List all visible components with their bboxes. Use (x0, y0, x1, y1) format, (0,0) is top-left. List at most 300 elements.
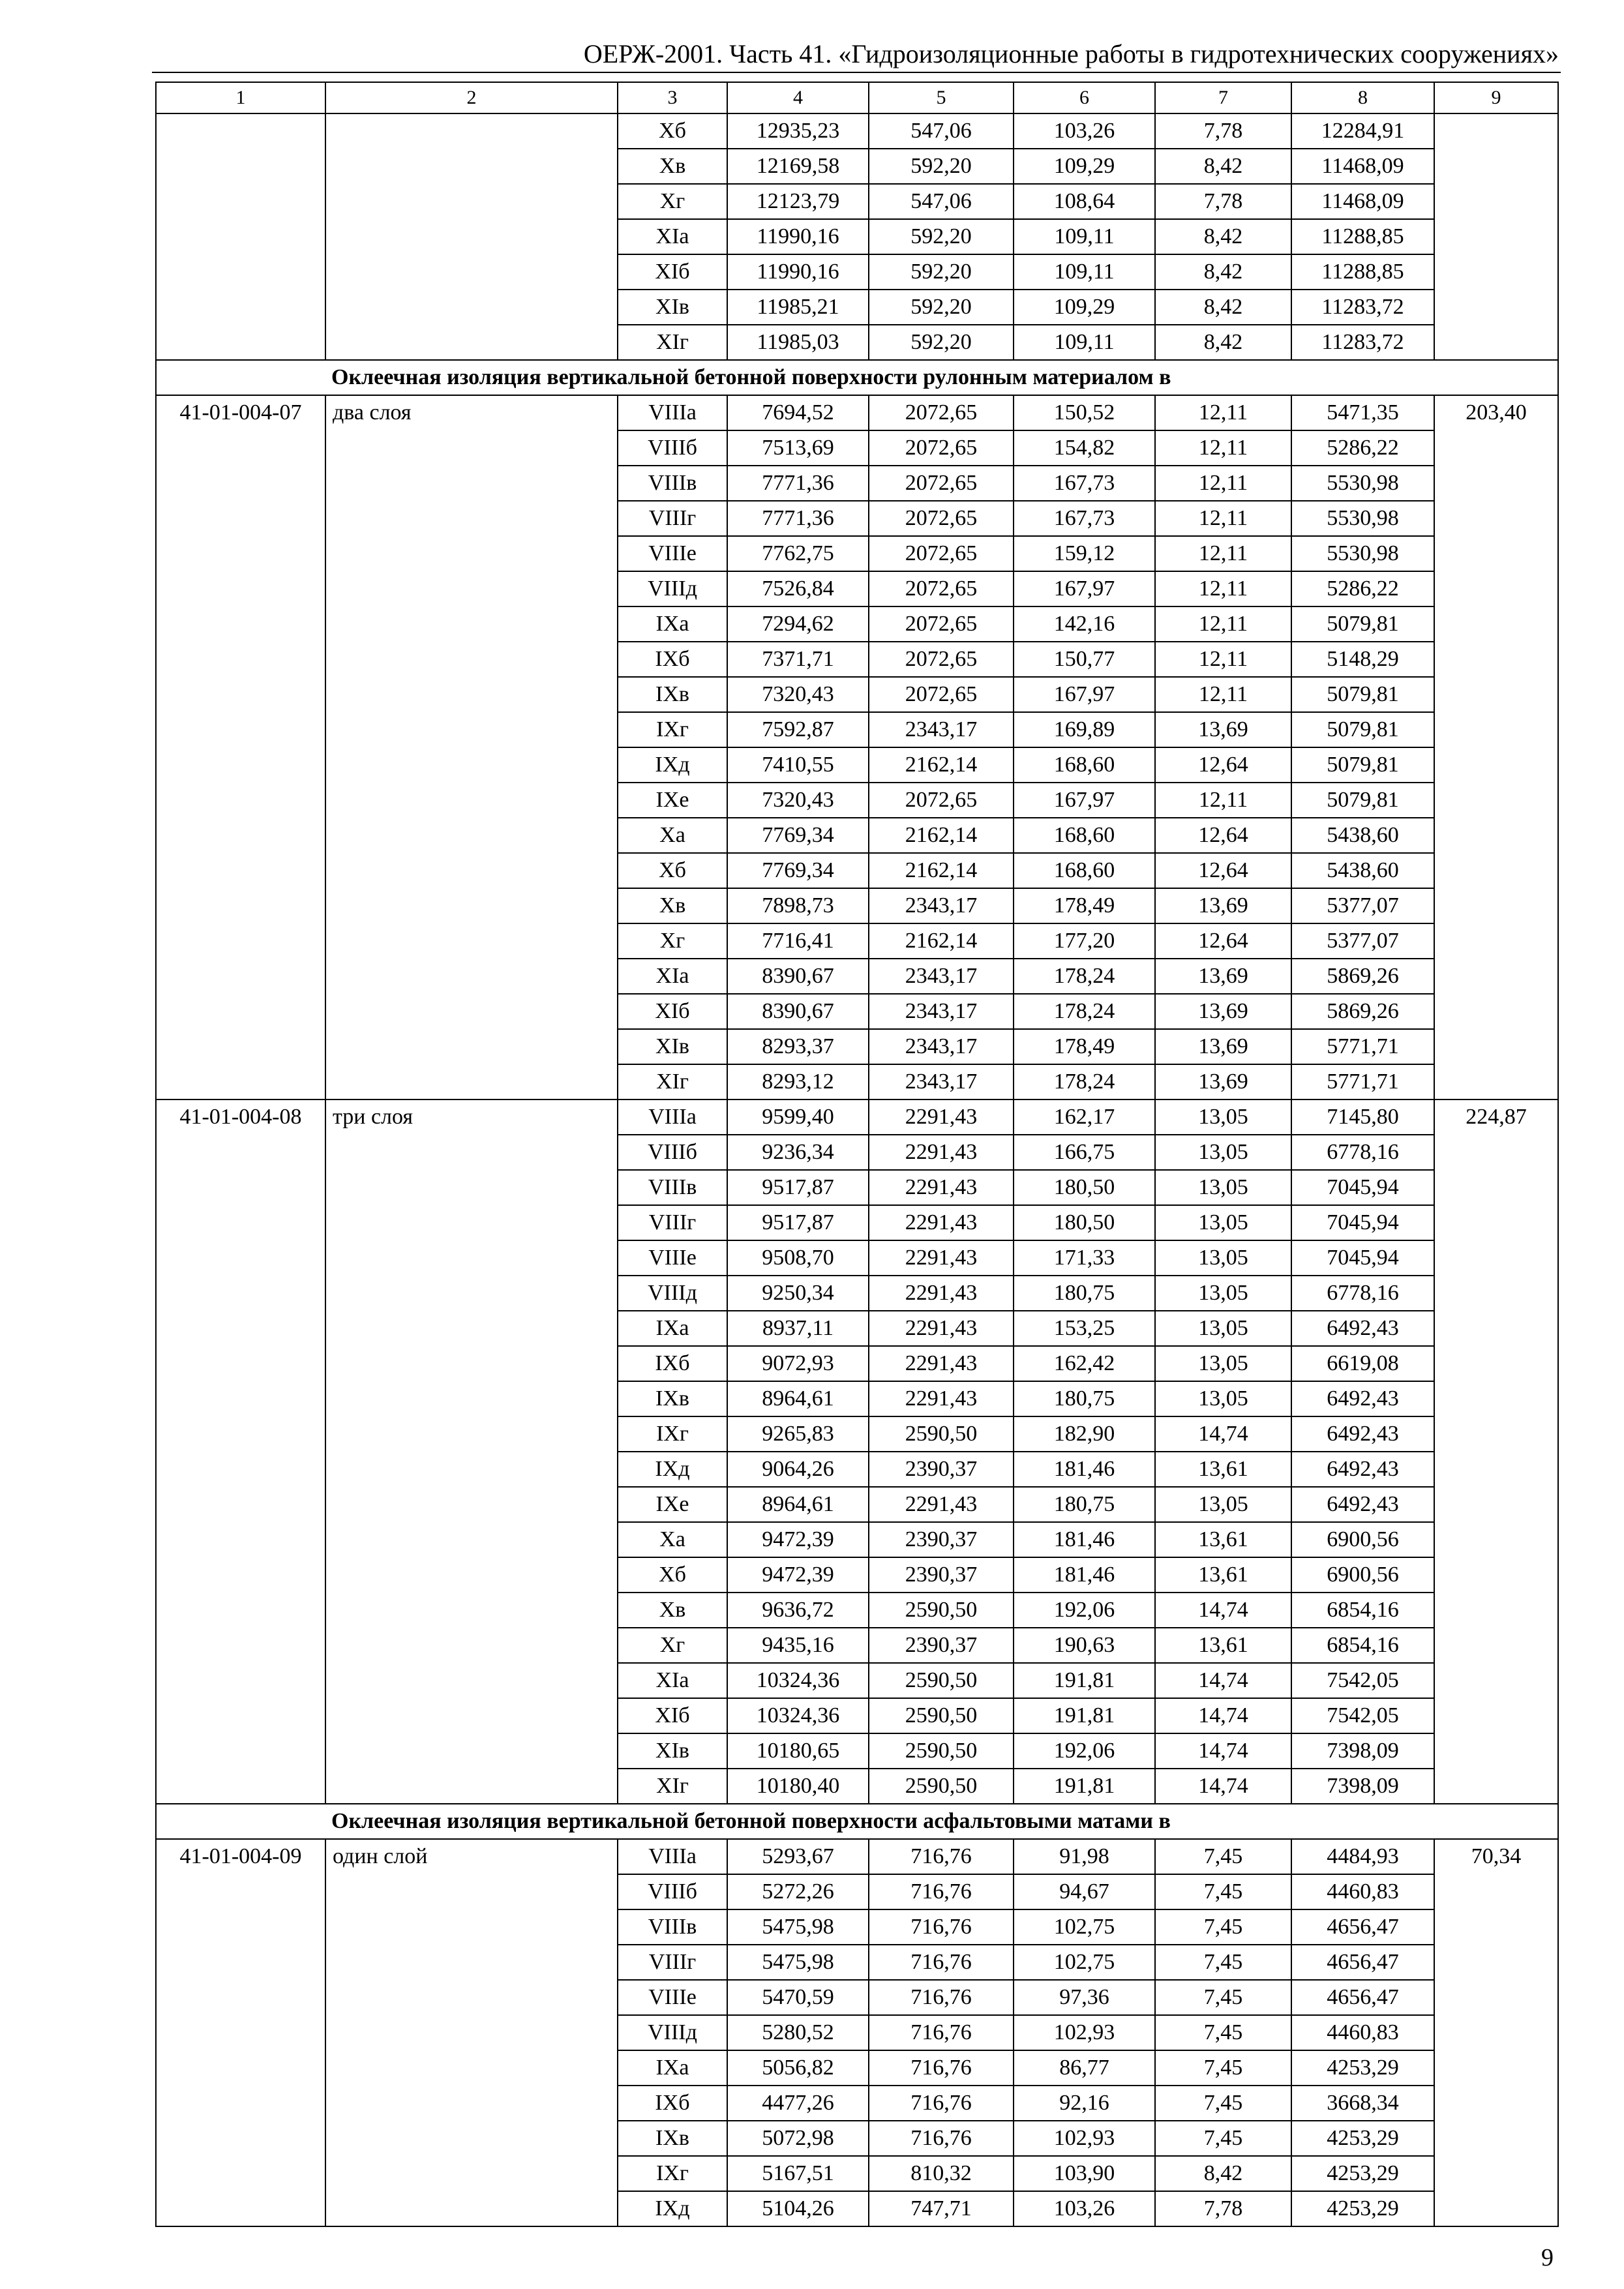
value-col4: 10324,36 (727, 1663, 869, 1698)
value-col5: 2072,65 (869, 536, 1014, 571)
zone-cell: XIа (618, 219, 727, 254)
zone-cell: VIIIд (618, 571, 727, 606)
value-col8: 5148,29 (1291, 642, 1434, 677)
value-col5: 592,20 (869, 290, 1014, 325)
column-number: 7 (1155, 82, 1291, 113)
rate-name-cell (325, 113, 618, 360)
value-col4: 5272,26 (727, 1874, 869, 1909)
value-col6: 180,75 (1014, 1487, 1155, 1522)
value-col4: 8390,67 (727, 994, 869, 1029)
value-col7: 13,61 (1155, 1628, 1291, 1663)
value-col8: 6778,16 (1291, 1135, 1434, 1170)
zone-cell: IXб (618, 642, 727, 677)
zone-cell: XIа (618, 1663, 727, 1698)
value-col4: 9636,72 (727, 1593, 869, 1628)
value-col7: 13,05 (1155, 1276, 1291, 1311)
value-col7: 13,69 (1155, 1029, 1291, 1064)
value-col6: 103,26 (1014, 2191, 1155, 2226)
table-row (156, 1839, 1558, 1874)
value-col4: 10324,36 (727, 1698, 869, 1733)
value-col6: 191,81 (1014, 1663, 1155, 1698)
value-col4: 9508,70 (727, 1240, 869, 1276)
value-col8: 5869,26 (1291, 959, 1434, 994)
value-col7: 14,74 (1155, 1593, 1291, 1628)
value-col6: 168,60 (1014, 818, 1155, 853)
value-col8: 5438,60 (1291, 818, 1434, 853)
value-col4: 8964,61 (727, 1487, 869, 1522)
value-col5: 716,76 (869, 1839, 1014, 1874)
value-col5: 2343,17 (869, 712, 1014, 747)
value-col4: 7771,36 (727, 466, 869, 501)
value-col7: 13,05 (1155, 1346, 1291, 1381)
value-col5: 716,76 (869, 2121, 1014, 2156)
value-col4: 5280,52 (727, 2015, 869, 2050)
value-col5: 2072,65 (869, 571, 1014, 606)
value-col5: 2390,37 (869, 1452, 1014, 1487)
value-col5: 716,76 (869, 1945, 1014, 1980)
value-col4: 8293,12 (727, 1064, 869, 1100)
value-col5: 2343,17 (869, 959, 1014, 994)
value-col4: 4477,26 (727, 2086, 869, 2121)
value-col7: 7,45 (1155, 1839, 1291, 1874)
value-col6: 171,33 (1014, 1240, 1155, 1276)
value-col4: 7513,69 (727, 430, 869, 466)
value-col4: 8964,61 (727, 1381, 869, 1416)
value-col8: 6619,08 (1291, 1346, 1434, 1381)
value-col6: 167,97 (1014, 783, 1155, 818)
value-col5: 2291,43 (869, 1346, 1014, 1381)
value-col7: 12,11 (1155, 430, 1291, 466)
value-col7: 13,69 (1155, 888, 1291, 923)
value-col8: 7045,94 (1291, 1170, 1434, 1205)
value-col7: 8,42 (1155, 325, 1291, 360)
value-col7: 7,78 (1155, 184, 1291, 219)
value-col8: 6492,43 (1291, 1452, 1434, 1487)
value-col8: 12284,91 (1291, 113, 1434, 149)
zone-cell: IXв (618, 2121, 727, 2156)
value-col8: 6900,56 (1291, 1557, 1434, 1593)
zone-cell: XIв (618, 1733, 727, 1769)
value-col5: 2390,37 (869, 1557, 1014, 1593)
value-col4: 9599,40 (727, 1100, 869, 1135)
value-col5: 2590,50 (869, 1663, 1014, 1698)
zone-cell: IXг (618, 2156, 727, 2191)
column-number: 5 (869, 82, 1014, 113)
value-col8: 4253,29 (1291, 2121, 1434, 2156)
zone-cell: Xв (618, 888, 727, 923)
zone-cell: XIв (618, 1029, 727, 1064)
value-col6: 167,97 (1014, 571, 1155, 606)
value-col8: 6492,43 (1291, 1487, 1434, 1522)
value-col8: 4253,29 (1291, 2191, 1434, 2226)
value-col4: 7320,43 (727, 783, 869, 818)
zone-cell: Xб (618, 853, 727, 888)
value-col4: 7716,41 (727, 923, 869, 959)
value-col7: 7,45 (1155, 1874, 1291, 1909)
value-col6: 102,93 (1014, 2121, 1155, 2156)
value-col4: 5104,26 (727, 2191, 869, 2226)
value-col5: 2072,65 (869, 606, 1014, 642)
value-col7: 13,05 (1155, 1240, 1291, 1276)
value-col7: 12,11 (1155, 536, 1291, 571)
value-col7: 13,61 (1155, 1522, 1291, 1557)
zone-cell: Xг (618, 184, 727, 219)
value-col9: 70,34 (1434, 1839, 1558, 2226)
value-col4: 9517,87 (727, 1205, 869, 1240)
value-col6: 150,52 (1014, 395, 1155, 430)
value-col5: 716,76 (869, 2086, 1014, 2121)
column-number: 9 (1434, 82, 1558, 113)
value-col7: 12,64 (1155, 747, 1291, 783)
value-col4: 7592,87 (727, 712, 869, 747)
zone-cell: VIIIд (618, 1276, 727, 1311)
value-col6: 168,60 (1014, 853, 1155, 888)
zone-cell: VIIIб (618, 430, 727, 466)
value-col6: 191,81 (1014, 1698, 1155, 1733)
value-col6: 153,25 (1014, 1311, 1155, 1346)
value-col5: 2291,43 (869, 1381, 1014, 1416)
value-col6: 180,50 (1014, 1205, 1155, 1240)
value-col8: 7542,05 (1291, 1663, 1434, 1698)
value-col4: 12935,23 (727, 113, 869, 149)
value-col6: 177,20 (1014, 923, 1155, 959)
value-col7: 8,42 (1155, 149, 1291, 184)
value-col4: 8937,11 (727, 1311, 869, 1346)
zone-cell: IXб (618, 2086, 727, 2121)
value-col6: 94,67 (1014, 1874, 1155, 1909)
value-col6: 102,75 (1014, 1909, 1155, 1945)
value-col7: 14,74 (1155, 1698, 1291, 1733)
value-col9: 203,40 (1434, 395, 1558, 1100)
value-col5: 2072,65 (869, 430, 1014, 466)
value-col5: 2343,17 (869, 994, 1014, 1029)
value-col5: 2590,50 (869, 1769, 1014, 1804)
value-col7: 7,78 (1155, 113, 1291, 149)
value-col8: 5286,22 (1291, 430, 1434, 466)
zone-cell: XIг (618, 1064, 727, 1100)
column-number: 4 (727, 82, 869, 113)
header-divider (152, 72, 1561, 73)
value-col8: 5471,35 (1291, 395, 1434, 430)
value-col7: 12,11 (1155, 606, 1291, 642)
value-col6: 178,24 (1014, 1064, 1155, 1100)
value-col4: 10180,40 (727, 1769, 869, 1804)
zone-cell: VIIIа (618, 1839, 727, 1874)
zone-cell: XIб (618, 994, 727, 1029)
value-col5: 716,76 (869, 1874, 1014, 1909)
value-col5: 2072,65 (869, 783, 1014, 818)
value-col8: 5530,98 (1291, 536, 1434, 571)
zone-cell: XIб (618, 254, 727, 290)
value-col6: 192,06 (1014, 1593, 1155, 1628)
zone-cell: IXд (618, 1452, 727, 1487)
value-col7: 12,64 (1155, 923, 1291, 959)
rate-code-cell (156, 113, 325, 360)
value-col8: 5530,98 (1291, 501, 1434, 536)
value-col7: 12,64 (1155, 818, 1291, 853)
zone-cell: XIв (618, 290, 727, 325)
zone-cell: IXа (618, 606, 727, 642)
value-col8: 7398,09 (1291, 1733, 1434, 1769)
column-number: 3 (618, 82, 727, 113)
value-col4: 9064,26 (727, 1452, 869, 1487)
value-col5: 2072,65 (869, 642, 1014, 677)
value-col8: 5079,81 (1291, 677, 1434, 712)
value-col6: 142,16 (1014, 606, 1155, 642)
value-col8: 11468,09 (1291, 149, 1434, 184)
value-col7: 13,05 (1155, 1487, 1291, 1522)
zone-cell: Xв (618, 1593, 727, 1628)
value-col5: 2390,37 (869, 1628, 1014, 1663)
zone-cell: Xв (618, 149, 727, 184)
value-col6: 97,36 (1014, 1980, 1155, 2015)
column-number-row (156, 82, 1558, 113)
value-col7: 13,05 (1155, 1381, 1291, 1416)
value-col4: 9435,16 (727, 1628, 869, 1663)
value-col6: 168,60 (1014, 747, 1155, 783)
value-col5: 2291,43 (869, 1240, 1014, 1276)
value-col7: 13,05 (1155, 1205, 1291, 1240)
zone-cell: VIIIг (618, 1945, 727, 1980)
value-col4: 8293,37 (727, 1029, 869, 1064)
value-col5: 2590,50 (869, 1416, 1014, 1452)
value-col8: 6492,43 (1291, 1416, 1434, 1452)
page-header-title: ОЕРЖ-2001. Часть 41. «Гидроизоляционные работы в гидротехнических сооружениях» (583, 39, 1559, 68)
value-col8: 6492,43 (1291, 1311, 1434, 1346)
value-col4: 7762,75 (727, 536, 869, 571)
value-col5: 2162,14 (869, 747, 1014, 783)
value-col7: 7,45 (1155, 2050, 1291, 2086)
value-col7: 12,11 (1155, 571, 1291, 606)
rate-name-cell: три слоя (325, 1100, 618, 1804)
value-col5: 547,06 (869, 184, 1014, 219)
value-col6: 102,75 (1014, 1945, 1155, 1980)
value-col4: 11985,21 (727, 290, 869, 325)
value-col7: 7,45 (1155, 2121, 1291, 2156)
value-col8: 4484,93 (1291, 1839, 1434, 1874)
value-col6: 159,12 (1014, 536, 1155, 571)
value-col6: 103,90 (1014, 2156, 1155, 2191)
zone-cell: Xб (618, 1557, 727, 1593)
value-col4: 7294,62 (727, 606, 869, 642)
value-col5: 716,76 (869, 1980, 1014, 2015)
value-col9 (1434, 113, 1558, 360)
value-col6: 92,16 (1014, 2086, 1155, 2121)
value-col4: 7694,52 (727, 395, 869, 430)
column-number: 1 (156, 82, 325, 113)
zone-cell: VIIIа (618, 395, 727, 430)
value-col5: 547,06 (869, 113, 1014, 149)
value-col5: 2162,14 (869, 818, 1014, 853)
value-col7: 12,11 (1155, 395, 1291, 430)
value-col8: 7398,09 (1291, 1769, 1434, 1804)
value-col4: 5072,98 (727, 2121, 869, 2156)
zone-cell: Xг (618, 923, 727, 959)
value-col4: 9072,93 (727, 1346, 869, 1381)
value-col5: 2390,37 (869, 1522, 1014, 1557)
value-col7: 14,74 (1155, 1769, 1291, 1804)
value-col4: 5475,98 (727, 1909, 869, 1945)
value-col6: 180,50 (1014, 1170, 1155, 1205)
value-col4: 12169,58 (727, 149, 869, 184)
value-col4: 11990,16 (727, 219, 869, 254)
value-col5: 716,76 (869, 1909, 1014, 1945)
value-col5: 2291,43 (869, 1276, 1014, 1311)
value-col4: 11990,16 (727, 254, 869, 290)
value-col7: 7,78 (1155, 2191, 1291, 2226)
zone-cell: IXа (618, 2050, 727, 2086)
value-col8: 5377,07 (1291, 923, 1434, 959)
value-col5: 810,32 (869, 2156, 1014, 2191)
value-col5: 592,20 (869, 254, 1014, 290)
value-col8: 6854,16 (1291, 1593, 1434, 1628)
value-col6: 190,63 (1014, 1628, 1155, 1663)
zone-cell: Xа (618, 1522, 727, 1557)
value-col8: 5771,71 (1291, 1064, 1434, 1100)
value-col8: 7145,80 (1291, 1100, 1434, 1135)
value-col5: 2590,50 (869, 1733, 1014, 1769)
zone-cell: XIа (618, 959, 727, 994)
value-col7: 8,42 (1155, 219, 1291, 254)
value-col4: 7410,55 (727, 747, 869, 783)
rates-table-body (156, 113, 1558, 2226)
value-col6: 178,24 (1014, 994, 1155, 1029)
value-col8: 5530,98 (1291, 466, 1434, 501)
value-col5: 2072,65 (869, 395, 1014, 430)
value-col7: 13,61 (1155, 1557, 1291, 1593)
zone-cell: Xб (618, 113, 727, 149)
value-col7: 14,74 (1155, 1416, 1291, 1452)
rate-code-cell: 41-01-004-08 (156, 1100, 325, 1804)
value-col4: 9517,87 (727, 1170, 869, 1205)
value-col8: 5771,71 (1291, 1029, 1434, 1064)
value-col5: 2291,43 (869, 1100, 1014, 1135)
rate-name-cell: один слой (325, 1839, 618, 2226)
value-col4: 9265,83 (727, 1416, 869, 1452)
section-row (156, 1804, 1558, 1839)
value-col8: 11288,85 (1291, 254, 1434, 290)
value-col8: 7045,94 (1291, 1240, 1434, 1276)
value-col7: 14,74 (1155, 1733, 1291, 1769)
value-col6: 109,29 (1014, 290, 1155, 325)
value-col6: 162,17 (1014, 1100, 1155, 1135)
zone-cell: VIIIб (618, 1135, 727, 1170)
value-col7: 13,05 (1155, 1170, 1291, 1205)
value-col5: 2291,43 (869, 1170, 1014, 1205)
value-col4: 5167,51 (727, 2156, 869, 2191)
value-col7: 7,45 (1155, 1909, 1291, 1945)
value-col9: 224,87 (1434, 1100, 1558, 1804)
value-col7: 12,11 (1155, 501, 1291, 536)
value-col5: 2291,43 (869, 1205, 1014, 1240)
value-col8: 11283,72 (1291, 325, 1434, 360)
value-col7: 12,11 (1155, 783, 1291, 818)
value-col4: 7769,34 (727, 853, 869, 888)
value-col5: 2072,65 (869, 677, 1014, 712)
value-col7: 7,45 (1155, 1945, 1291, 1980)
value-col5: 2072,65 (869, 501, 1014, 536)
value-col7: 14,74 (1155, 1663, 1291, 1698)
value-col6: 91,98 (1014, 1839, 1155, 1874)
value-col5: 716,76 (869, 2050, 1014, 2086)
zone-cell: Xг (618, 1628, 727, 1663)
value-col5: 2343,17 (869, 1029, 1014, 1064)
section-heading: Оклеечная изоляция вертикальной бетонной поверхности асфальтовыми матами в (156, 1804, 1558, 1839)
value-col4: 7371,71 (727, 642, 869, 677)
zone-cell: IXе (618, 1487, 727, 1522)
zone-cell: IXа (618, 1311, 727, 1346)
zone-cell: VIIIг (618, 1205, 727, 1240)
value-col7: 12,11 (1155, 642, 1291, 677)
value-col4: 9250,34 (727, 1276, 869, 1311)
value-col7: 7,45 (1155, 2015, 1291, 2050)
value-col6: 103,26 (1014, 113, 1155, 149)
value-col5: 2291,43 (869, 1135, 1014, 1170)
zone-cell: VIIIе (618, 1980, 727, 2015)
value-col7: 12,11 (1155, 677, 1291, 712)
zone-cell: VIIIв (618, 1909, 727, 1945)
zone-cell: IXб (618, 1346, 727, 1381)
value-col4: 7769,34 (727, 818, 869, 853)
value-col7: 7,45 (1155, 2086, 1291, 2121)
zone-cell: IXд (618, 2191, 727, 2226)
value-col7: 13,61 (1155, 1452, 1291, 1487)
value-col4: 5293,67 (727, 1839, 869, 1874)
value-col6: 178,49 (1014, 888, 1155, 923)
value-col5: 2162,14 (869, 853, 1014, 888)
value-col8: 7542,05 (1291, 1698, 1434, 1733)
zone-cell: VIIIа (618, 1100, 727, 1135)
value-col6: 109,29 (1014, 149, 1155, 184)
value-col4: 9236,34 (727, 1135, 869, 1170)
value-col8: 4460,83 (1291, 2015, 1434, 2050)
value-col7: 13,69 (1155, 994, 1291, 1029)
value-col6: 182,90 (1014, 1416, 1155, 1452)
value-col8: 5079,81 (1291, 747, 1434, 783)
value-col6: 191,81 (1014, 1769, 1155, 1804)
rate-name-cell: два слоя (325, 395, 618, 1100)
value-col8: 4253,29 (1291, 2050, 1434, 2086)
value-col8: 5079,81 (1291, 783, 1434, 818)
value-col5: 592,20 (869, 149, 1014, 184)
value-col4: 7526,84 (727, 571, 869, 606)
value-col8: 6854,16 (1291, 1628, 1434, 1663)
zone-cell: VIIIб (618, 1874, 727, 1909)
value-col5: 2590,50 (869, 1593, 1014, 1628)
value-col8: 6900,56 (1291, 1522, 1434, 1557)
value-col7: 12,11 (1155, 466, 1291, 501)
value-col7: 13,05 (1155, 1100, 1291, 1135)
value-col7: 13,69 (1155, 712, 1291, 747)
value-col7: 13,69 (1155, 959, 1291, 994)
value-col4: 5475,98 (727, 1945, 869, 1980)
value-col5: 2162,14 (869, 923, 1014, 959)
value-col6: 108,64 (1014, 184, 1155, 219)
section-row (156, 360, 1558, 395)
value-col8: 4656,47 (1291, 1945, 1434, 1980)
value-col8: 5286,22 (1291, 571, 1434, 606)
zone-cell: IXг (618, 1416, 727, 1452)
value-col7: 8,42 (1155, 2156, 1291, 2191)
table-row (156, 1100, 1558, 1135)
value-col8: 5438,60 (1291, 853, 1434, 888)
value-col4: 5056,82 (727, 2050, 869, 2086)
value-col4: 7898,73 (727, 888, 869, 923)
value-col8: 4656,47 (1291, 1909, 1434, 1945)
value-col5: 747,71 (869, 2191, 1014, 2226)
value-col7: 8,42 (1155, 254, 1291, 290)
value-col7: 13,05 (1155, 1135, 1291, 1170)
